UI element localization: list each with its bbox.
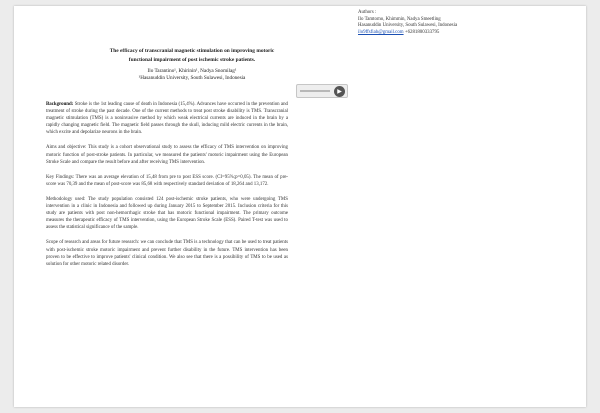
methodology-paragraph: Methodology used: The study population consisted 124 post-ischemic stroke patients, who were undergoing TMS intervention in a clinic in Indonesia and followed up during January 2015 to September 2015. Inclusion criteria for this study are patients with post non-hemorrhagic stroke that has motoric functional impairment. The primary outcome measures the therapeutic efficacy of TMS intervention, using the European Stroke Scale (ESS). Paired T-test was used to assess the statistical significance of the sample. <box>46 196 288 231</box>
paper-title-line-1: The efficacy of transcranial magnetic stimulation on improving motoric <box>109 48 275 54</box>
video-player[interactable] <box>296 84 348 98</box>
scope-paragraph: Scope of research and areas for future research: we can conclude that TMS is a technology that can be used to treat patients with post-ischemic stroke motoric impairment and prevent further disability in the future. TMS intervention has been proven to be effective to improve patients' clinical condition. We also see that there is a possibility of TMS to be used as solution for other motoric related disorder. <box>46 240 288 267</box>
byline-names: Ilo Tarantino¹, Khirinin¹, Nadya Snomilag¹ <box>147 68 237 74</box>
findings-paragraph: Key Findings: There was an average elevation of 15,48 from pre to post ESS score. (CI=95%;p=0,05). The mean of pre-score was 70,39 and the mean of post-score was 85,68 with respectively standard deviation of 18,264 and 13,172. <box>46 174 288 187</box>
byline-affiliation: ¹Hasanuddin University, South Sulawesi, Indonesia <box>138 75 246 82</box>
play-icon[interactable]: ▶ <box>334 86 345 97</box>
background-label: Background: <box>46 102 74 107</box>
aims-paragraph: Aims and objective: This study is a cohort observational study to assess the efficacy of TMS intervention on improving motoric function of post-stroke patients. In particular, we measured the patients' motoric impairment using the European Stroke Scale and compare the result before and after receiving TMS intervention. <box>46 145 288 165</box>
author-affiliation: Hasanuddin University, South Sulawesi, Indonesia <box>358 23 458 29</box>
background-text: Stroke is the 1st leading cause of death in Indonesia (15,4%). Advances have occurred in the prevention and treatment of stroke during the past decade. One of the current methods to treat post stroke disability is TMS. Transcranial magnetic stimulation (TMS) is a noninvasive method by which weak electrical currents are induced in the brain by a rapidly changing magnetic field. The magnetic field passes through the skull, inducing mild electric currents in the brain, which excite and depolarize neurons in the brain. <box>46 102 288 136</box>
video-progress-bar[interactable] <box>300 90 330 92</box>
author-names: Ilo Tamtomo, Khimmin, Nadya Smeetling <box>358 16 441 22</box>
paper-title <box>42 47 342 65</box>
paper-byline <box>42 68 342 83</box>
document-page <box>14 6 586 407</box>
author-info <box>358 10 578 36</box>
background-paragraph <box>46 101 288 136</box>
abstract-body <box>46 101 288 276</box>
author-contact <box>358 30 578 37</box>
author-email-link[interactable]: ilo9ffsfiah@gmail.com <box>358 29 404 35</box>
paper-title-line-2: functional impairment of post ischemic stroke patients. <box>128 57 256 63</box>
authors-heading: Authors : <box>358 10 377 15</box>
author-phone: +6281800333795 <box>404 29 440 35</box>
